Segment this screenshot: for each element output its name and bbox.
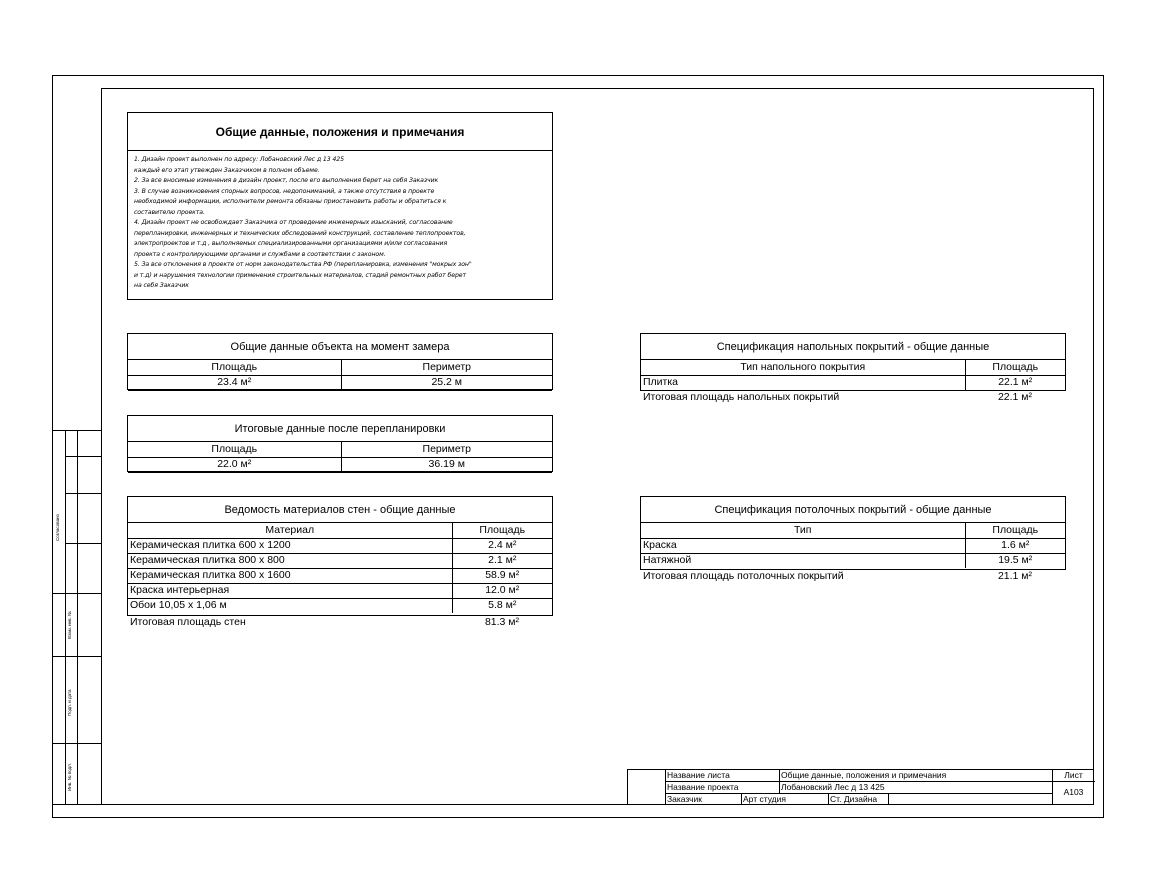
notes-line: на себя Заказчик bbox=[134, 282, 189, 289]
inv-orig-label: Инв. № подл. bbox=[67, 762, 72, 791]
ceilings-total-label: Итоговая площадь потолочных покрытий bbox=[643, 570, 844, 582]
measure-area-header: Площадь bbox=[128, 360, 341, 375]
notes-line: 5. За все отклонения в проекте от норм законодательства РФ (перепланировка, изменения "мокрых зон" bbox=[134, 261, 472, 268]
sheet-name-value: Общие данные, положения и примечания bbox=[781, 770, 947, 780]
table-row bbox=[128, 538, 552, 553]
notes-title: Общие данные, положения и примечания bbox=[128, 113, 552, 151]
floors-area-cell: 22.1 м² bbox=[965, 375, 1065, 390]
walls-area-cell: 5.8 м² bbox=[452, 598, 552, 613]
measure-table bbox=[128, 360, 552, 391]
walls-area-header: Площадь bbox=[452, 523, 552, 538]
notes-body bbox=[128, 151, 552, 296]
notes-line: проекта с контролирующими органами и службами в соответствии с законом. bbox=[134, 250, 386, 258]
ceilings-area-cell: 1.6 м² bbox=[965, 538, 1065, 553]
floors-type-cell: Плитка bbox=[641, 375, 965, 390]
notes-line: 2. За все вносимые изменения в дизайн проект, после его выполнения берет на себя Заказчик bbox=[134, 177, 439, 184]
after-area-value: 22.0 м² bbox=[128, 457, 341, 472]
tb-divider bbox=[1052, 781, 1095, 782]
sheet-number: А103 bbox=[1063, 787, 1084, 797]
ceilings-total-value: 21.1 м² bbox=[997, 570, 1033, 582]
notes-line: перепланировки, инженерных и технических обследований конструкций, составление теплопроектов, bbox=[134, 229, 466, 237]
floors-type-header: Тип напольного покрытия bbox=[641, 360, 965, 375]
sign-date-label: Подп. и дата bbox=[67, 689, 72, 716]
ceilings-type-header: Тип bbox=[641, 523, 965, 538]
walls-area-cell: 58.9 м² bbox=[452, 568, 552, 583]
notes-line: составителю проекта. bbox=[134, 208, 205, 216]
ceilings-type-cell: Натяжной bbox=[641, 553, 965, 568]
designer-label: Ст. Дизайна bbox=[830, 794, 878, 804]
ceilings-total-row bbox=[640, 570, 1066, 582]
walls-area-cell: 2.1 м² bbox=[452, 553, 552, 568]
side-stamp-divider bbox=[53, 743, 102, 744]
after-block bbox=[127, 415, 553, 472]
side-stamp-divider bbox=[53, 593, 102, 594]
ceilings-block bbox=[640, 496, 1066, 570]
after-title: Итоговые данные после перепланировки bbox=[128, 416, 552, 442]
walls-total-row bbox=[127, 616, 553, 628]
after-perimeter-value: 36.19 м bbox=[341, 457, 552, 472]
ceilings-type-cell: Краска bbox=[641, 538, 965, 553]
measure-block bbox=[127, 333, 553, 390]
walls-table bbox=[128, 523, 552, 613]
tb-divider bbox=[888, 794, 889, 805]
sheet-label: Лист bbox=[1064, 770, 1083, 780]
walls-title: Ведомость материалов стен - общие данные bbox=[128, 497, 552, 523]
notes-line: 3. В случае возникновения спорных вопросов, недопониманий, а также отсутствия в проекте bbox=[134, 187, 435, 195]
studio-label: Арт студия bbox=[743, 794, 786, 804]
sheet-name-label: Название листа bbox=[667, 770, 730, 780]
floors-total-row bbox=[640, 391, 1066, 403]
walls-material-header: Материал bbox=[128, 523, 452, 538]
walls-block bbox=[127, 496, 553, 616]
notes-block bbox=[127, 112, 553, 300]
notes-line: электропроектов и т.д , выполняемых специализированными организациями и/или согласования bbox=[134, 240, 448, 247]
floors-title: Спецификация напольных покрытий - общие данные bbox=[641, 334, 1065, 360]
ceilings-area-header: Площадь bbox=[965, 523, 1065, 538]
measure-title: Общие данные объекта на момент замера bbox=[128, 334, 552, 360]
floors-block bbox=[640, 333, 1066, 391]
table-row bbox=[641, 553, 1065, 568]
inv-replace-label: Взам. инв. № bbox=[67, 611, 72, 639]
table-row bbox=[128, 583, 552, 598]
walls-material-cell: Краска интерьерная bbox=[128, 583, 452, 598]
notes-line: необходимой информации, исполнители ремонта обязаны приостановить работы и обратиться к bbox=[134, 198, 447, 205]
measure-area-value: 23.4 м² bbox=[128, 375, 341, 390]
walls-material-cell: Керамическая плитка 600 х 1200 bbox=[128, 538, 452, 553]
ceilings-title: Спецификация потолочных покрытий - общие данные bbox=[641, 497, 1065, 523]
side-stamp-divider bbox=[65, 543, 102, 544]
after-area-header: Площадь bbox=[128, 442, 341, 457]
notes-line: 1. Дизайн проект выполнен по адресу: Лобановский Лес д 13 425 bbox=[134, 156, 344, 163]
table-row bbox=[128, 598, 552, 613]
table-row bbox=[128, 553, 552, 568]
walls-material-cell: Керамическая плитка 800 х 1600 bbox=[128, 568, 452, 583]
floors-table bbox=[641, 360, 1065, 390]
notes-line: 4. Дизайн проект не освобождает Заказчика от проведение инженерных изысканий, согласование bbox=[134, 219, 453, 226]
side-stamp-divider bbox=[65, 456, 102, 457]
measure-perimeter-value: 25.2 м bbox=[341, 375, 552, 390]
floors-area-header: Площадь bbox=[965, 360, 1065, 375]
side-stamp bbox=[52, 430, 102, 805]
walls-area-cell: 2.4 м² bbox=[452, 538, 552, 553]
title-block bbox=[627, 769, 1094, 805]
walls-total-label: Итоговая площадь стен bbox=[130, 616, 246, 628]
table-row bbox=[641, 375, 1065, 390]
measure-perimeter-header: Периметр bbox=[341, 360, 552, 375]
notes-line: и т.д) и нарушения технологии применения строительных материалов, стадий ремонтных работ берет bbox=[134, 271, 467, 279]
walls-material-cell: Керамическая плитка 800 х 800 bbox=[128, 553, 452, 568]
after-table bbox=[128, 442, 552, 473]
ceilings-area-cell: 19.5 м² bbox=[965, 553, 1065, 568]
floors-total-label: Итоговая площадь напольных покрытий bbox=[643, 391, 840, 403]
side-stamp-divider bbox=[65, 493, 102, 494]
table-row bbox=[641, 538, 1065, 553]
walls-total-value: 81.3 м² bbox=[484, 616, 520, 628]
project-name-label: Название проекта bbox=[667, 782, 739, 792]
floors-total-value: 22.1 м² bbox=[997, 391, 1033, 403]
table-row bbox=[128, 568, 552, 583]
project-name-value: Лобановский Лес д 13 425 bbox=[781, 782, 885, 792]
walls-area-cell: 12.0 м² bbox=[452, 583, 552, 598]
agreed-label: Согласовано bbox=[55, 513, 60, 541]
customer-label: Заказчик bbox=[667, 794, 702, 804]
side-stamp-divider bbox=[65, 431, 66, 804]
walls-material-cell: Обои 10,05 х 1,06 м bbox=[128, 598, 452, 613]
notes-line: каждый его этап утвежден Заказчиком в полном объеме. bbox=[134, 166, 320, 174]
after-perimeter-header: Периметр bbox=[341, 442, 552, 457]
side-stamp-divider bbox=[53, 656, 102, 657]
side-stamp-divider bbox=[77, 431, 78, 804]
ceilings-table bbox=[641, 523, 1065, 568]
